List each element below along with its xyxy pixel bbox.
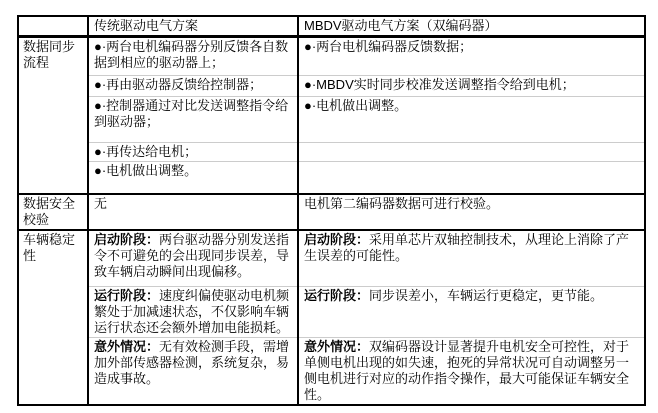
header-blank-cell bbox=[18, 16, 88, 37]
comparison-table bbox=[17, 15, 646, 406]
stage-text-running: 同步误差小，车辆运行更稳定，更节能。 bbox=[369, 288, 604, 303]
stage-text-running: 速度纠偏使驱动电机频繁处于加减速状态，不仅影响车辆运行状态还会额外增加电能损耗。 bbox=[94, 288, 290, 335]
stage-label-startup: 启动阶段： bbox=[94, 231, 160, 247]
stage-text-startup: 两台驱动器分别发送指令不可避免的会出现同步误差，导致车辆启动瞬间出现偏移。 bbox=[94, 231, 290, 279]
sync-trad-bullet-1: ●·两台电机编码器分别反馈各自数据到相应的驱动器上； bbox=[88, 37, 298, 76]
stage-text-accident: 双编码器设计显著提升电机安全可控性，对于单侧电机出现的如失速，抱死的异常状况可自动调整另一侧电机进行对应的动作指令操作，最大可能保证车辆安全性。 bbox=[304, 339, 630, 402]
stability-trad-startup bbox=[88, 230, 298, 287]
stability-row-label: 车辆稳定性 bbox=[18, 230, 88, 406]
stage-label-running: 运行阶段： bbox=[304, 288, 370, 303]
sync-subrow-1 bbox=[18, 37, 645, 76]
sync-subrow-3 bbox=[18, 97, 645, 143]
stability-subrow-running bbox=[18, 287, 645, 338]
stability-mbdv-accident bbox=[298, 338, 645, 406]
sync-trad-bullet-2: ●·再由驱动器反馈给控制器； bbox=[88, 76, 298, 97]
header-mbdv-cell: MBDV驱动电气方案（双编码器） bbox=[298, 16, 645, 37]
sync-subrow-5 bbox=[18, 162, 645, 194]
stage-label-startup: 启动阶段： bbox=[304, 231, 370, 247]
sync-trad-bullet-4: ●·再传达给电机； bbox=[88, 143, 298, 162]
stage-text-accident: 无有效检测手段，需增加外部传感器检测，系统复杂，易造成事故。 bbox=[94, 339, 290, 386]
stage-label-running: 运行阶段： bbox=[94, 288, 160, 303]
stability-mbdv-running bbox=[298, 287, 645, 338]
sync-trad-bullet-5: ●·电机做出调整。 bbox=[88, 162, 298, 194]
safety-row bbox=[18, 194, 645, 230]
stage-text-startup: 采用单芯片双轴控制技术，从理论上消除了产生误差的可能性。 bbox=[304, 231, 630, 263]
safety-row-label: 数据安全校验 bbox=[18, 194, 88, 230]
sync-mbdv-bullet-3: ●·电机做出调整。 bbox=[298, 97, 645, 143]
safety-mbdv-cell: 电机第二编码器数据可进行校验。 bbox=[298, 194, 645, 230]
stability-subrow-accident bbox=[18, 338, 645, 406]
sync-row-label: 数据同步流程 bbox=[18, 37, 88, 194]
sync-mbdv-empty-1 bbox=[298, 143, 645, 162]
sync-trad-bullet-3: ●·控制器通过对比发送调整指令给到驱动器； bbox=[88, 97, 298, 143]
sync-mbdv-bullet-1: ●·两台电机编码器反馈数据； bbox=[298, 37, 645, 76]
table-header-row bbox=[18, 16, 645, 37]
sync-subrow-2 bbox=[18, 76, 645, 97]
header-traditional-cell: 传统驱动电气方案 bbox=[88, 16, 298, 37]
safety-trad-cell: 无 bbox=[88, 194, 298, 230]
stage-label-accident: 意外情况： bbox=[94, 339, 160, 354]
stability-mbdv-startup bbox=[298, 230, 645, 287]
sync-mbdv-empty-2 bbox=[298, 162, 645, 194]
sync-subrow-4 bbox=[18, 143, 645, 162]
stability-subrow-startup bbox=[18, 230, 645, 287]
stage-label-accident: 意外情况： bbox=[304, 339, 370, 354]
sync-mbdv-bullet-2: ●·MBDV实时同步校准发送调整指令给到电机； bbox=[298, 76, 645, 97]
stability-trad-accident bbox=[88, 338, 298, 406]
stability-trad-running bbox=[88, 287, 298, 338]
